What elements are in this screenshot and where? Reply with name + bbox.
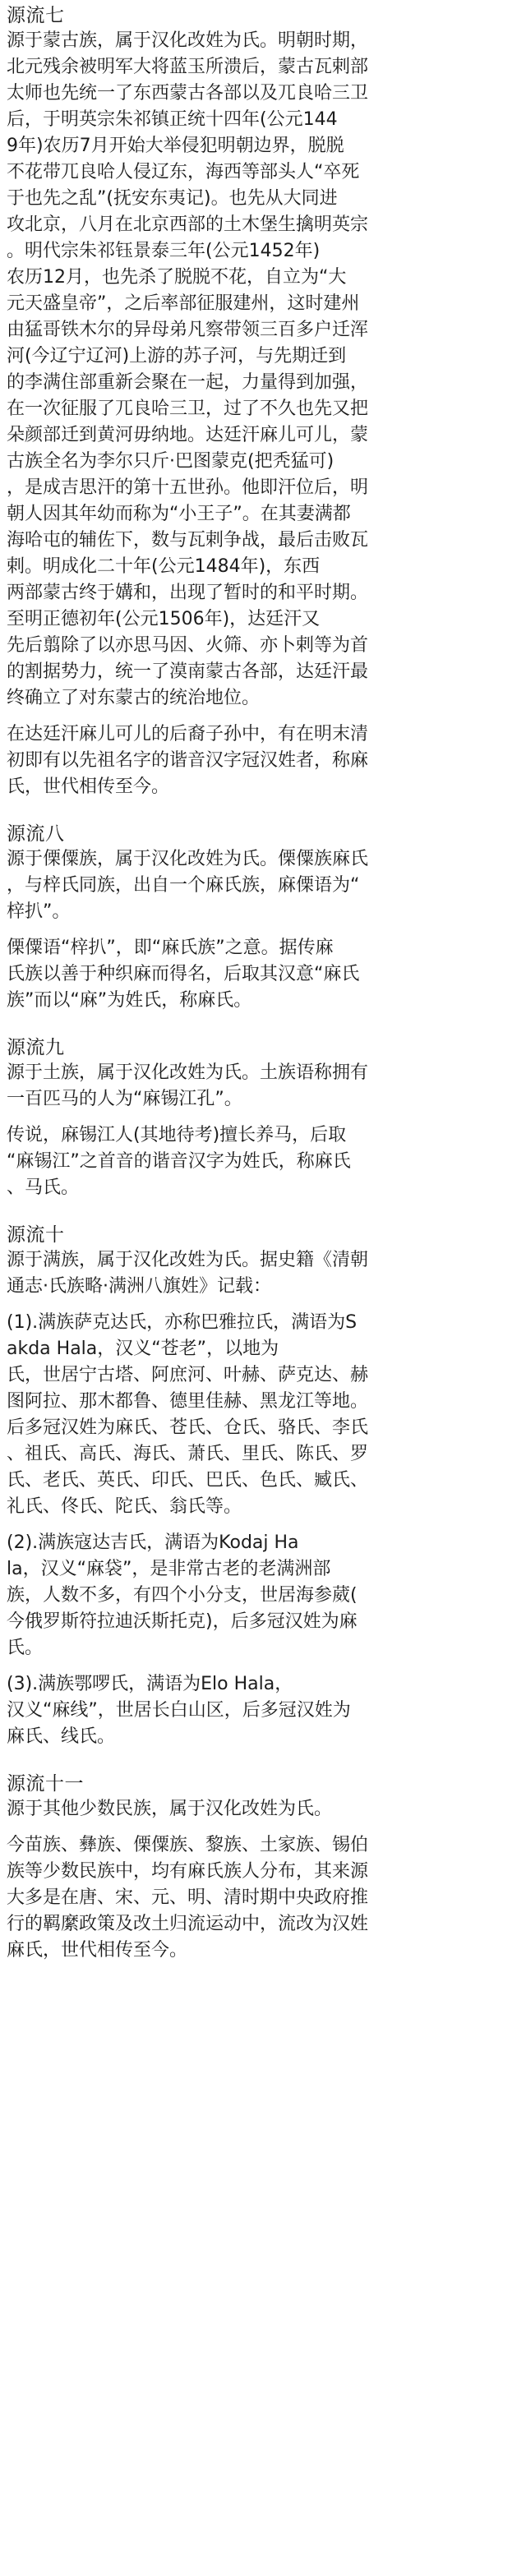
section-title: 源流十一 bbox=[7, 1773, 84, 1795]
section-title: 源流八 bbox=[7, 823, 65, 845]
section-origin-9 bbox=[7, 1035, 519, 1201]
section-origin-11 bbox=[7, 1772, 519, 1964]
paragraph: 源于其他少数民族，属于汉化改姓为氏。 bbox=[7, 1799, 333, 1819]
section-title: 源流十 bbox=[7, 1224, 65, 1246]
paragraph: (3).满族鄂啰氏，满语为Elo Hala， 汉义“麻线”，世居长白山区，后多冠汉姓为 麻氏、线氏。 bbox=[7, 1674, 351, 1747]
section-title: 源流七 bbox=[7, 5, 65, 26]
paragraph: 源于满族，属于汉化改姓为氏。据史籍《清朝 通志·氏族略·满洲八旗姓》记载： bbox=[7, 1250, 369, 1297]
section-origin-10 bbox=[7, 1223, 519, 1750]
section-origin-8 bbox=[7, 822, 519, 1014]
section-origin-7 bbox=[7, 3, 519, 800]
paragraph: 源于土族，属于汉化改姓为氏。土族语称拥有 一百匹马的人为“麻锡江孔”。 bbox=[7, 1062, 369, 1109]
paragraph: 傈僳语“梓扒”，即“麻氏族”之意。据传麻 氏族以善于种织麻而得名，后取其汉意“麻氏 族”而以“麻”为姓氏，称麻氏。 bbox=[7, 938, 360, 1011]
paragraph: 传说，麻锡江人(其地待考)擅长养马，后取 “麻锡江”之首音的谐音汉字为姓氏，称麻氏 、马氏。 bbox=[7, 1125, 351, 1198]
paragraph: 在达廷汗麻儿可儿的后裔子孙中，有在明末清 初即有以先祖名字的谐音汉字冠汉姓者，称麻 氏，世代相传至今。 bbox=[7, 724, 369, 797]
paragraph: (1).满族萨克达氏，亦称巴雅拉氏，满语为S akda Hala，汉义“苍老”，以地为 氏，世居宁古塔、阿庶河、叶赫、萨克达、赫 图阿拉、那木都鲁、德里佳赫、黑龙江等地。 后多冠汉姓为麻氏、苍氏、仓氏、骆氏、李氏 、祖氏、高氏、海氏、萧氏、里氏、陈氏、罗 氏、老氏、英氏、印氏、巴氏、色氏、臧氏、 礼氏、佟氏、陀氏、翁氏等。 bbox=[7, 1312, 369, 1517]
paragraph: 源于傈僳族，属于汉化改姓为氏。傈僳族麻氏 ，与梓氏同族，出自一个麻氏族，麻傈语为“ 梓扒”。 bbox=[7, 849, 369, 922]
paragraph: (2).满族寇达吉氏，满语为Kodaj Ha la，汉义“麻袋”，是非常古老的老满洲部 族，人数不多，有四个小分支，世居海参葳( 今俄罗斯符拉迪沃斯托克)，后多冠汉姓为麻 氏。 bbox=[7, 1532, 358, 1658]
paragraph: 源于蒙古族，属于汉化改姓为氏。明朝时期， 北元残余被明军大将蓝玉所溃后，蒙古瓦剌部 太师也先统一了东西蒙古各部以及兀良哈三卫 后，于明英宗朱祁镇正统十四年(公元144 9年)农历7月开始大举侵犯明朝边界，脱脱 不花带兀良哈人侵辽东，海西等部头人“卒死 于也先之乱”(抚安东夷记)。也先从大同进 攻北京，八月在北京西部的土木堡生擒明英宗 。明代宗朱祁钰景泰三年(公元1452年) 农历12月，也先杀了脱脱不花，自立为“大 元天盛皇帝”，之后率部征服建州，这时建州 由猛哥铁木尔的异母弟凡察带领三百多户迁浑 河(今辽宁辽河)上游的苏子河，与先期迁到 的李满住部重新会聚在一起，力量得到加强， 在一次征服了兀良哈三卫，过了不久也先又把 朵颜部迁到黄河毋纳地。达廷汗麻儿可儿，蒙 古族全名为李尔只斤·巴图蒙克(把秃猛可) ，是成吉思汗的第十五世孙。他即汗位后，明 朝人因其年幼而称为“小王子”。在其妻满都 海哈屯的辅佐下，数与瓦剌争战，最后击败瓦 剌。明成化二十年(公元1484年)，东西 两部蒙古终于媾和，出现了暂时的和平时期。 至明正德初年(公元1506年)，达廷汗又 先后翦除了以亦思马因、火筛、亦卜剌等为首 的割据势力，统一了漠南蒙古各部，达廷汗最 终确立了对东蒙古的统治地位。 bbox=[7, 30, 369, 708]
paragraph: 今苗族、彝族、傈僳族、黎族、土家族、锡伯 族等少数民族中，均有麻氏族人分布，其来源 大多是在唐、宋、元、明、清时期中央政府推 行的羁縻政策及改土归流运动中，流改为汉姓 麻氏，世代相传至今。 bbox=[7, 1835, 369, 1961]
section-title: 源流九 bbox=[7, 1037, 65, 1058]
